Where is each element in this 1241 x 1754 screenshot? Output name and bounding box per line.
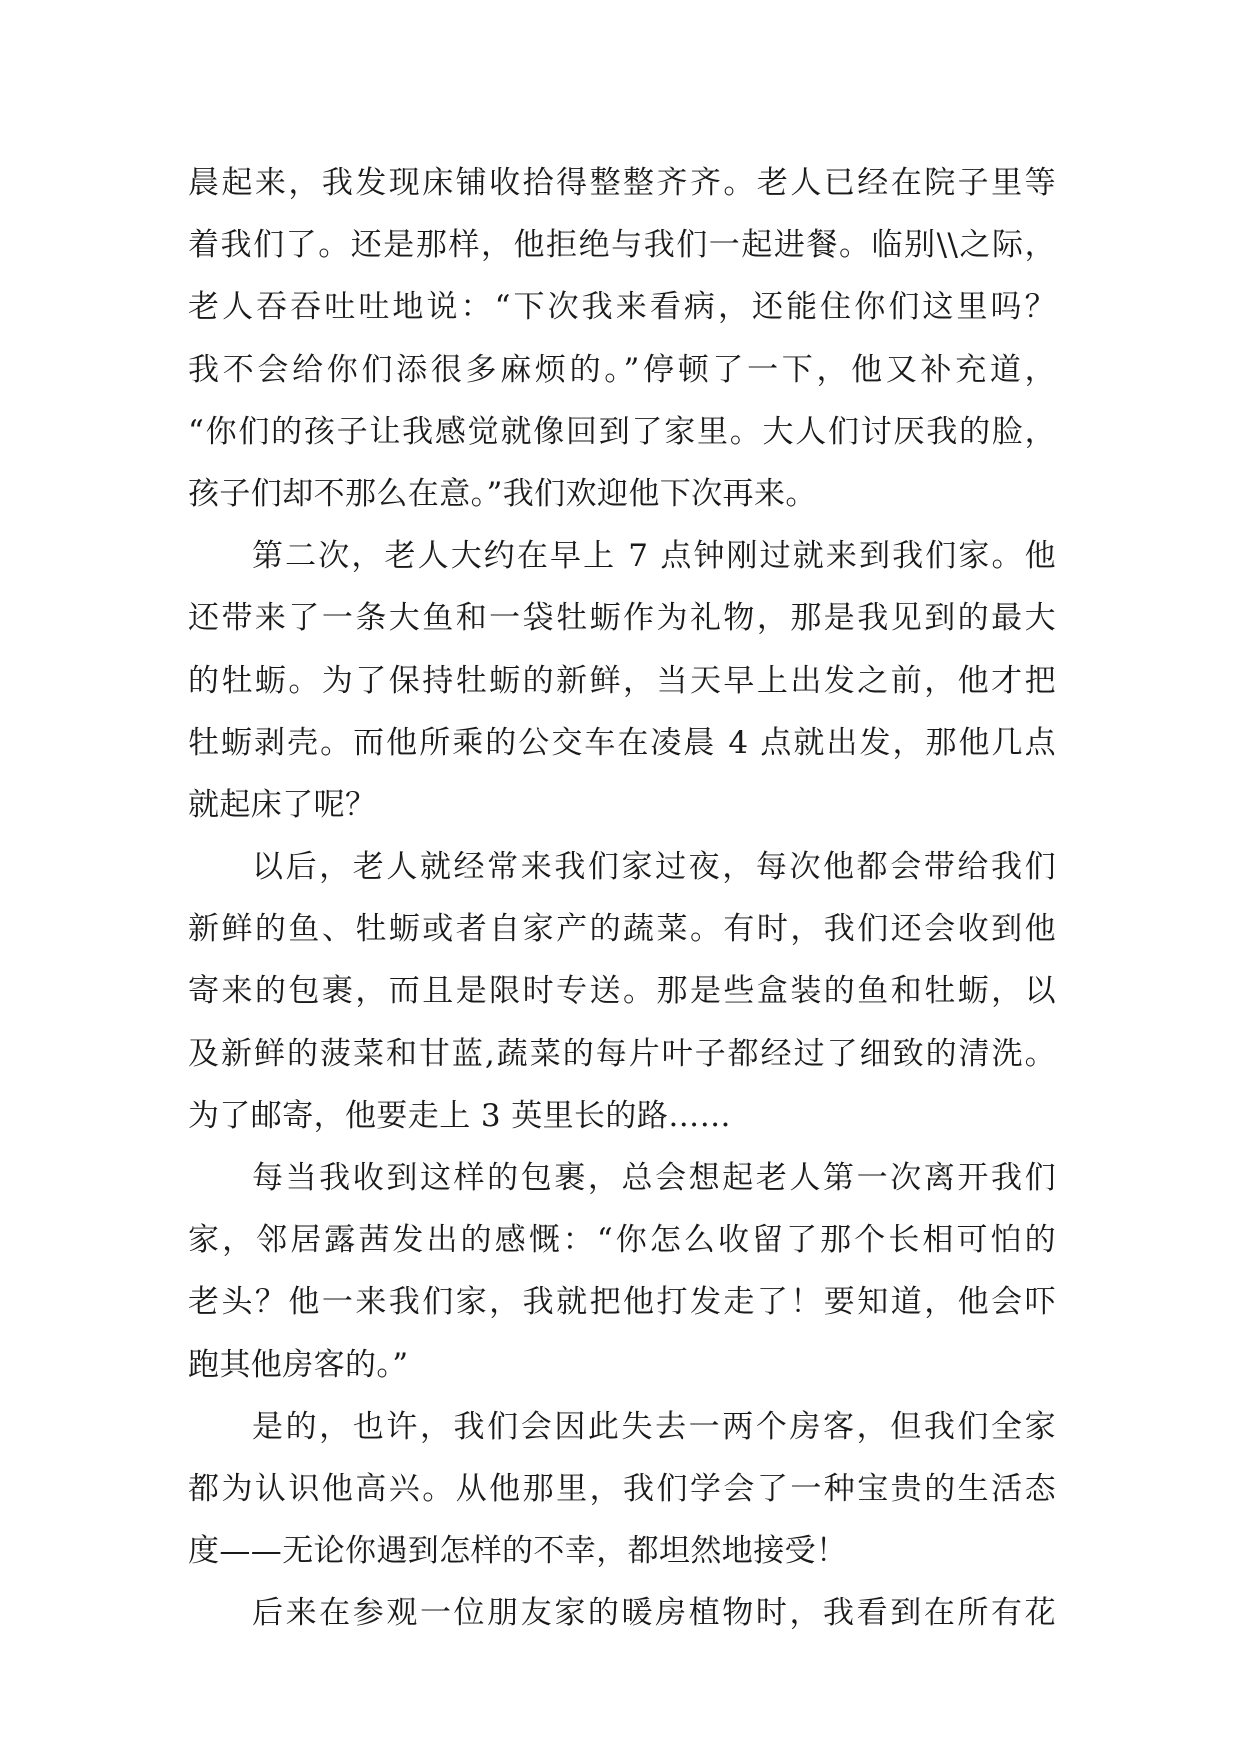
text-line: 为了邮寄，他要走上 3 英里长的路…… [188,1097,732,1134]
text-line: 及新鲜的菠菜和甘蓝,蔬菜的每片叶子都经过了细致的清洗。 [188,1035,1056,1072]
paragraph [188,1582,1056,1644]
text-line: 每当我收到这样的包裹，总会想起老人第一次离开我们 [252,1160,1056,1196]
text-line: 牡蛎剥壳。而他所乘的公交车在凌晨 4 点就出发，那他几点 [188,724,1056,761]
text-line: 老人吞吞吐吐地说：“下次我来看病，还能住你们这里吗？ [188,289,1056,326]
text-line: 后来在参观一位朋友家的暖房植物时，我看到在所有花 [252,1595,1056,1632]
text-line: 家，邻居露茜发出的感慨：“你怎么收留了那个长相可怕的 [188,1222,1056,1259]
text-line: 晨起来，我发现床铺收拾得整整齐齐。老人已经在院子里等 [188,165,1056,201]
text-line: 新鲜的鱼、牡蛎或者自家产的蔬菜。有时，我们还会收到他 [188,911,1056,948]
text-line: 老头？他一来我们家，我就把他打发走了！要知道，他会吓 [188,1284,1056,1321]
text-line: 跑其他房客的。” [188,1346,409,1383]
text-line: 度——无论你遇到怎样的不幸，都坦然地接受！ [188,1533,848,1570]
text-line: 孩子们却不那么在意。”我们欢迎他下次再来。 [188,475,817,512]
text-line: 是的，也许，我们会因此失去一两个房客，但我们全家 [252,1408,1056,1445]
text-line: 以后，老人就经常来我们家过夜，每次他都会带给我们 [252,849,1056,886]
paragraph [188,152,1056,525]
document-body [188,152,1056,1645]
text-line: 寄来的包裹，而且是限时专送。那是些盒装的鱼和牡蛎，以 [188,973,1056,1010]
text-line: “你们的孩子让我感觉就像回到了家里。大人们讨厌我的脸， [188,413,1056,450]
paragraph [188,525,1056,836]
text-line: 还带来了一条大鱼和一袋牡蛎作为礼物，那是我见到的最大 [188,600,1056,637]
text-line: 都为认识他高兴。从他那里，我们学会了一种宝贵的生活态 [188,1470,1056,1507]
text-line: 着我们了。还是那样，他拒绝与我们一起进餐。临别\\之际， [188,227,1056,264]
text-line: 的牡蛎。为了保持牡蛎的新鲜，当天早上出发之前，他才把 [188,662,1056,699]
paragraph [188,836,1056,1147]
text-line: 就起床了呢？ [188,786,377,823]
paragraph [188,1147,1056,1396]
text-line: 第二次，老人大约在早上 7 点钟刚过就来到我们家。他 [252,538,1056,575]
paragraph [188,1396,1056,1583]
text-line: 我不会给你们添很多麻烦的。”停顿了一下，他又补充道， [188,351,1056,388]
